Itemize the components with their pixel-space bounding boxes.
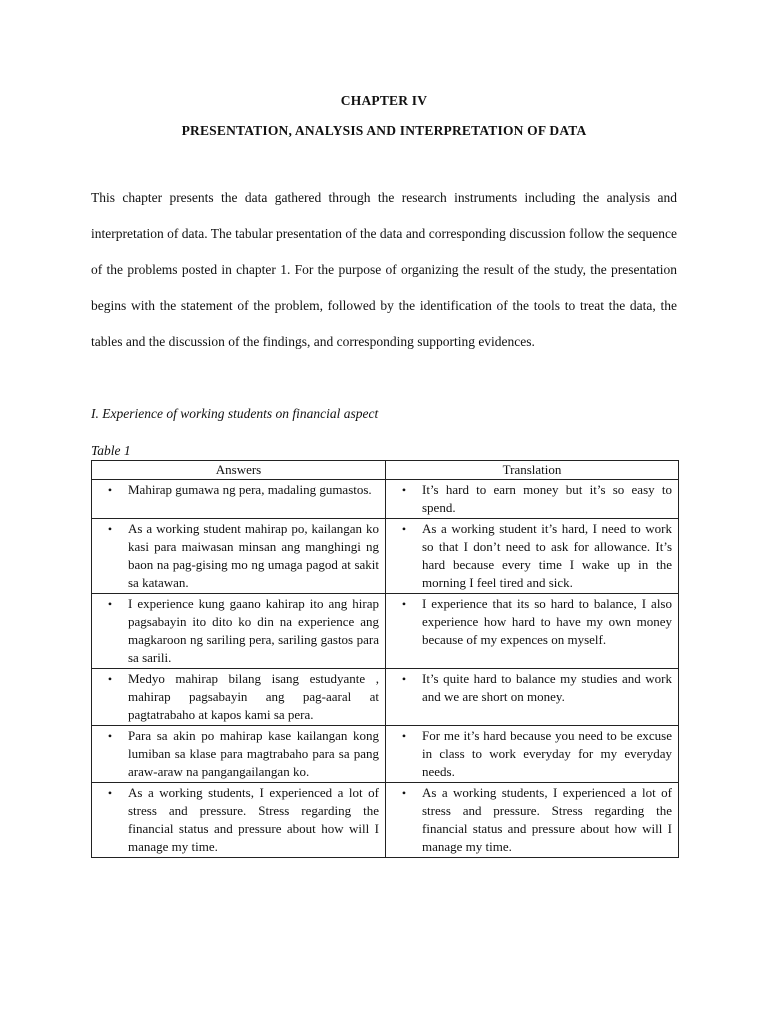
bullet-icon: • [107, 597, 113, 611]
table-row [92, 480, 679, 519]
bullet-icon: • [401, 597, 407, 611]
answer-text: Mahirap gumawa ng pera, madaling gumastos. [128, 482, 372, 497]
intro-paragraph: This chapter presents the data gathered through the research instruments including the analysis and interpretation of data. The tabular presentation of the data and corresponding discussion follow the sequence of the problems posted in chapter 1. For the purpose of organizing the result of the study, the presentation begins with the statement of the problem, followed by the identification of the tools to treat the data, the tables and the discussion of the findings, and corresponding supporting evidences. [91, 190, 677, 349]
section-title: I. Experience of working students on financial aspect [91, 406, 379, 421]
translation-cell [386, 594, 679, 669]
answer-cell [92, 783, 386, 858]
translation-text: As a working student it’s hard, I need to work so that I don’t need to ask for allowance. It’s hard because every time I wake up in the morning I feel tired and sick. [422, 521, 672, 590]
chapter-heading: PRESENTATION, ANALYSIS AND INTERPRETATION OF DATA [181, 123, 587, 138]
translation-text: For me it’s hard because you need to be excuse in class to work everyday for my everyday needs. [422, 728, 672, 779]
table-header-row [92, 461, 679, 480]
bullet-icon: • [107, 729, 113, 743]
translation-cell [386, 519, 679, 594]
table-label: Table 1 [91, 443, 131, 458]
bullet-icon: • [401, 522, 407, 536]
responses-table [91, 460, 679, 858]
bullet-icon: • [107, 672, 113, 686]
translation-cell [386, 726, 679, 783]
table-row [92, 594, 679, 669]
translation-text: It’s hard to earn money but it’s so easy to spend. [422, 482, 672, 515]
bullet-icon: • [107, 483, 113, 497]
bullet-icon: • [401, 672, 407, 686]
chapter-title: CHAPTER IV [340, 93, 428, 108]
translation-cell [386, 480, 679, 519]
table-row [92, 726, 679, 783]
answer-text: I experience kung gaano kahirap ito ang hirap pagsabayin ito dito ko din na experience ang magkaroon ng sariling pera, sariling gastos para sa sarili. [128, 596, 379, 665]
translation-text: I experience that its so hard to balance, I also experience how hard to have my own money because of my expences on myself. [422, 596, 672, 647]
translation-cell [386, 783, 679, 858]
translation-text: As a working students, I experienced a lot of stress and pressure. Stress regarding the financial status and pressure about how will I manage my time. [422, 785, 672, 854]
answer-text: As a working students, I experienced a lot of stress and pressure. Stress regarding the financial status and pressure about how will I manage my time. [128, 785, 379, 854]
header-translation: Translation [386, 461, 679, 480]
answer-text: Medyo mahirap bilang isang estudyante , mahirap pagsabayin ang pag-aaral at pagtatrabaho at kapos kami sa pera. [128, 671, 379, 722]
answer-cell [92, 519, 386, 594]
answer-text: Para sa akin po mahirap kase kailangan kong lumiban sa klase para magtrabaho para sa pang araw-araw na pangangailangan ko. [128, 728, 379, 779]
header-answers: Answers [92, 461, 386, 480]
answer-cell [92, 669, 386, 726]
translation-text: It’s quite hard to balance my studies and work and we are short on money. [422, 671, 672, 704]
bullet-icon: • [401, 729, 407, 743]
table-row [92, 669, 679, 726]
bullet-icon: • [107, 522, 113, 536]
bullet-icon: • [401, 483, 407, 497]
answer-cell [92, 480, 386, 519]
table-row [92, 519, 679, 594]
answer-text: As a working student mahirap po, kailangan ko kasi para maiwasan minsan ang manghingi ng baon na pag-gising mo ng umaga pagod at sakit sa katawan. [128, 521, 379, 590]
bullet-icon: • [401, 786, 407, 800]
table-row [92, 783, 679, 858]
answer-cell [92, 594, 386, 669]
translation-cell [386, 669, 679, 726]
answer-cell [92, 726, 386, 783]
bullet-icon: • [107, 786, 113, 800]
